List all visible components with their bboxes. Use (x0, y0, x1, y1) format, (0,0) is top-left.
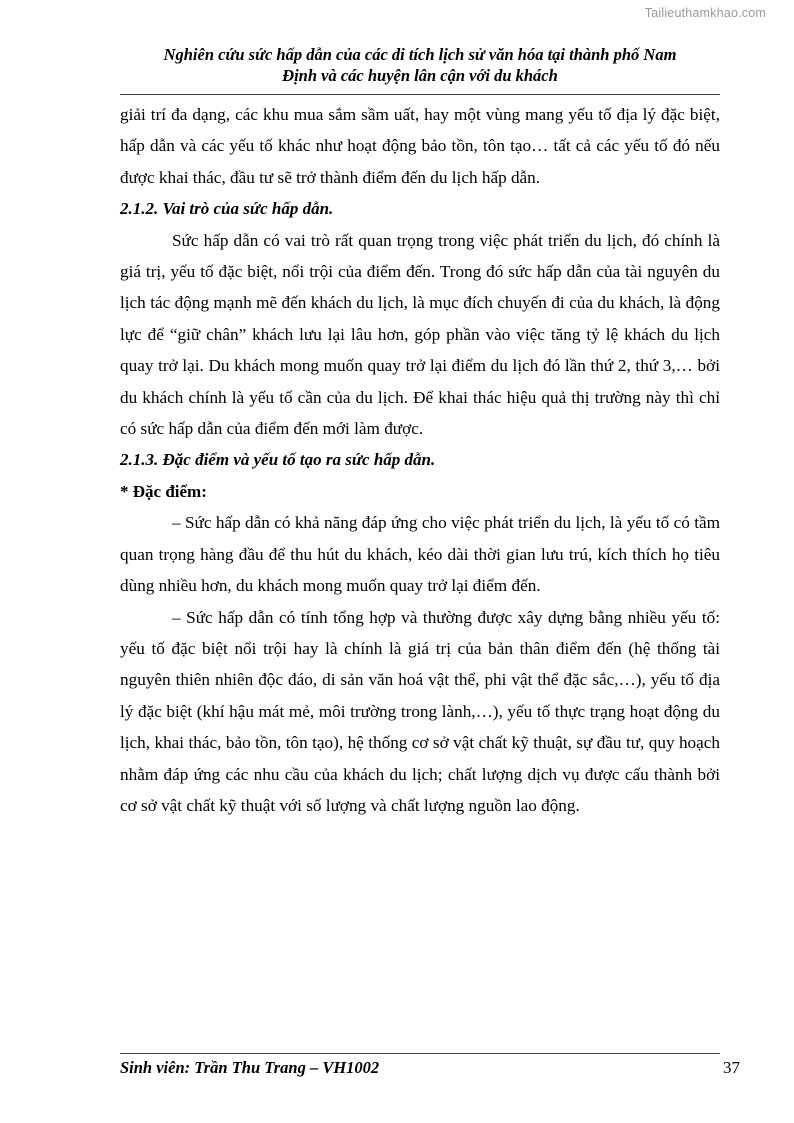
section-heading-2-1-3: 2.1.3. Đặc điểm và yếu tố tạo ra sức hấp dẫn. (120, 450, 436, 470)
header-title-line-2: Định và các huyện lân cận với du khách (282, 66, 558, 86)
page-footer (120, 1058, 740, 1078)
header-title (120, 44, 720, 86)
paragraph-role-of-attraction (120, 225, 720, 445)
watermark-text: Tailieuthamkhao.com (644, 6, 766, 20)
paragraph-role-of-attraction-text: Sức hấp dẫn có vai trò rất quan trọng trong việc phát triển du lịch, đó chính là giá trị, yếu tố đặc biệt, nổi trội của điểm đến. Trong đó sức hấp dẫn của tài nguyên du lịch tác động mạnh mẽ đến khách du lịch, là mục đích chuyến đi của du khách, là động lực để “giữ chân” khách lưu lại lâu hơn, góp phần vào việc tăng tỷ lệ khách du lịch quay trở lại. Du khách mong muốn quay trở lại điểm du lịch đó lần thứ 2, thứ 3,… bởi du khách chính là yếu tố cần của du lịch. Để khai thác hiệu quả thị trường này thì chỉ có sức hấp dẫn của điểm đến mới làm được. (120, 230, 720, 439)
footer-page-number: 37 (723, 1058, 740, 1077)
header-divider (120, 94, 720, 95)
paragraph-bullet-1-text: – Sức hấp dẫn có khả năng đáp ứng cho việc phát triển du lịch, là yếu tố có tầm quan trọng hàng đầu để thu hút du khách, kéo dài thời gian lưu trú, kích thích họ tiêu dùng nhiều hơn, du khách mong muốn quay trở lại điểm đến. (120, 513, 720, 596)
subheading-characteristics: * Đặc điểm: (120, 481, 207, 501)
document-body (120, 99, 720, 821)
paragraph-bullet-1 (120, 507, 720, 601)
paragraph-continuation: giải trí đa dạng, các khu mua sắm sầm uất, hay một vùng mang yếu tố địa lý đặc biệt, hấp dẫn và các yếu tố khác như hoạt động bảo tồn, tôn tạo… tất cả các yếu tố đó nếu được khai thác, đầu tư sẽ trở thành điểm đến du lịch hấp dẫn. (120, 105, 720, 187)
footer-divider (120, 1053, 720, 1054)
footer-student-name: Sinh viên: Trần Thu Trang – VH1002 (120, 1058, 380, 1077)
paragraph-bullet-2-text: – Sức hấp dẫn có tính tổng hợp và thường được xây dựng bằng nhiều yếu tố: yếu tố đặc biệt nổi trội hay là chính là giá trị của bản thân điểm đến (hệ thống tài nguyên thiên nhiên độc đáo, di sản văn hoá vật thể, phi vật thể đặc sắc,…), yếu tố địa lý đặc biệt (khí hậu mát mẻ, môi trường trong lành,…), yếu tố thực trạng hoạt động du lịch, khai thác, bảo tồn, tôn tạo), hệ thống cơ sở vật chất kỹ thuật, sự đầu tư, quy hoạch nhằm đáp ứng các nhu cầu của khách du lịch; chất lượng dịch vụ được cấu thành bởi cơ sở vật chất kỹ thuật với số lượng và chất lượng nguồn lao động. (120, 607, 720, 815)
page-header (120, 44, 720, 86)
header-title-line-1: Nghiên cứu sức hấp dẫn của các di tích lịch sử văn hóa tại thành phố Nam (163, 45, 677, 64)
section-heading-2-1-2: 2.1.2. Vai trò của sức hấp dẫn. (120, 199, 334, 219)
paragraph-bullet-2 (120, 602, 720, 822)
